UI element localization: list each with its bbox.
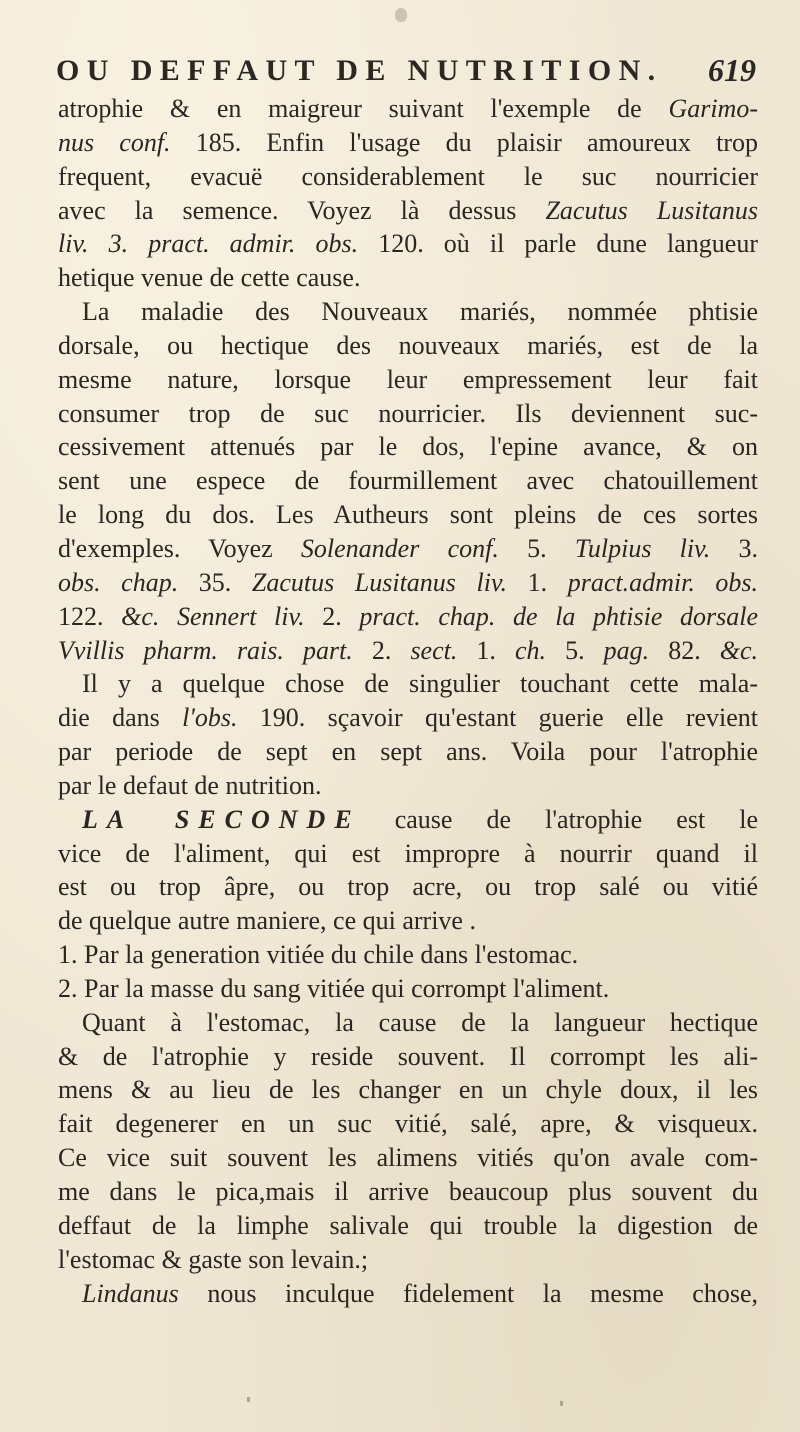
text-line <box>58 1006 758 1040</box>
text-segment: 1. <box>457 635 515 665</box>
text-segment: deffaut de la limphe salivale qui trouble la digestion de <box>58 1210 758 1240</box>
text-line <box>58 329 758 363</box>
text-line <box>58 972 758 1006</box>
text-line <box>58 1040 758 1074</box>
text-line <box>58 600 758 634</box>
italic-citation: l'obs. <box>182 703 238 733</box>
text-segment: 2. Par la masse du sang vitiée qui corrompt l'aliment. <box>58 973 610 1003</box>
text-line <box>58 498 758 532</box>
italic-citation: pag. <box>603 635 650 665</box>
text-segment: Ce vice suit souvent les alimens vitiés qu'on avale com- <box>58 1143 758 1173</box>
text-line <box>58 566 758 600</box>
text-segment: 5. <box>498 533 575 563</box>
italic-citation: &c. Sennert liv. <box>121 601 305 631</box>
italic-citation: ch. <box>514 635 547 665</box>
text-segment: La maladie des Nouveaux mariés, nommée phtisie <box>82 297 758 327</box>
text-line <box>58 1175 758 1209</box>
text-segment: de quelque autre maniere, ce qui arrive . <box>58 906 476 936</box>
text-line <box>58 870 758 904</box>
italic-citation: obs. chap. <box>58 567 179 597</box>
text-line <box>58 295 758 329</box>
text-segment: hetique venue de cette cause. <box>58 263 361 293</box>
text-line <box>58 430 758 464</box>
text-segment: die dans <box>58 703 183 733</box>
italic-citation: sect. <box>410 635 458 665</box>
text-segment: 122. <box>58 601 122 631</box>
bottom-specks <box>0 1395 800 1415</box>
text-line <box>58 735 758 769</box>
text-segment: dorsale, ou hectique des nouveaux mariés, est de la <box>58 330 758 360</box>
text-segment: frequent, evacuë considerablement le suc nourricier <box>58 161 758 191</box>
text-segment: cessivement attenués par le dos, l'epine avance, & on <box>58 432 758 462</box>
ink-speck <box>247 1397 250 1402</box>
ink-speck <box>560 1401 563 1406</box>
text-line <box>58 634 758 668</box>
text-line <box>58 904 758 938</box>
text-segment: 82. <box>649 635 720 665</box>
text-segment: atrophie & en maigreur suivant l'exemple de <box>58 94 669 123</box>
text-line <box>58 397 758 431</box>
text-line <box>58 701 758 735</box>
text-segment: vice de l'aliment, qui est impropre à nourrir quand il <box>58 838 758 868</box>
text-segment: l'estomac & gaste son levain.; <box>58 1244 369 1274</box>
text-segment: 1. <box>507 567 568 597</box>
text-line <box>58 769 758 803</box>
text-line <box>58 1141 758 1175</box>
text-line <box>58 464 758 498</box>
text-segment: me dans le pica,mais il arrive beaucoup plus souvent du <box>58 1177 758 1206</box>
italic-citation: Tulpius liv. <box>574 533 711 563</box>
italic-citation: LA SECONDE <box>82 804 361 834</box>
text-line <box>58 1277 758 1311</box>
text-line <box>58 532 758 566</box>
text-segment: consumer trop de suc nourricier. Ils deviennent suc- <box>58 398 758 428</box>
italic-citation: pract.admir. obs. <box>567 567 759 597</box>
running-head-title: OU DEFFAUT DE NUTRITION. <box>56 54 663 87</box>
text-segment: Quant à l'estomac, la cause de la langueur hectique <box>82 1007 758 1037</box>
running-head <box>56 48 756 88</box>
italic-citation: Solenander conf. <box>300 533 499 563</box>
ink-blot <box>395 8 407 22</box>
italic-citation: Vvillis pharm. rais. part. <box>58 635 353 665</box>
text-segment: & de l'atrophie y reside souvent. Il corrompt les ali- <box>58 1041 758 1071</box>
text-segment: avec la semence. Voyez là dessus <box>58 195 546 225</box>
text-segment: Il y a quelque chose de singulier touchant cette mala- <box>82 669 758 699</box>
text-segment: 5. <box>546 635 604 665</box>
text-segment: cause de l'atrophie est le <box>360 804 758 834</box>
text-segment: par periode de sept en sept ans. Voila pour l'atrophie <box>58 737 758 767</box>
body-text <box>58 92 758 1310</box>
text-line <box>58 837 758 871</box>
text-segment: 3. <box>710 533 758 563</box>
text-line <box>58 667 758 701</box>
text-segment: 1. Par la generation vitiée du chile dans l'estomac. <box>58 940 579 970</box>
text-line <box>58 126 758 160</box>
text-line <box>58 194 758 228</box>
italic-citation: nus conf. <box>58 127 171 157</box>
text-line <box>58 1107 758 1141</box>
italic-citation: liv. 3. pract. admir. obs. <box>58 229 359 259</box>
text-segment: mesme nature, lorsque leur empressement leur fait <box>58 364 758 394</box>
text-segment: 35. <box>178 567 252 597</box>
text-segment: sent une espece de fourmillement avec chatouillement <box>58 466 758 496</box>
text-segment: le long du dos. Les Autheurs sont pleins de ces sortes <box>58 500 758 530</box>
text-line <box>58 803 758 837</box>
text-segment: mens & au lieu de les changer en un chyle doux, il les <box>58 1075 758 1105</box>
italic-citation: Garimo- <box>668 94 758 123</box>
text-line <box>58 363 758 397</box>
text-line <box>58 1209 758 1243</box>
italic-citation: Lindanus <box>82 1278 179 1308</box>
italic-citation: pract. chap. de la phtisie dorsale <box>359 601 759 631</box>
text-segment: fait degenerer en un suc vitié, salé, apre, & visqueux. <box>58 1109 758 1139</box>
text-line <box>58 92 758 126</box>
text-segment: est ou trop âpre, ou trop acre, ou trop salé ou vitié <box>58 872 758 902</box>
text-line <box>58 1073 758 1107</box>
text-line <box>58 160 758 194</box>
text-segment: 120. où il parle dune langueur <box>358 229 758 259</box>
text-segment: nous inculque fidelement la mesme chose, <box>178 1278 758 1308</box>
italic-citation: Zacutus Lusitanus liv. <box>251 567 508 597</box>
text-segment: 185. Enfin l'usage du plaisir amoureux trop <box>170 127 758 157</box>
italic-citation: &c. <box>719 635 759 665</box>
text-line <box>58 227 758 261</box>
text-line <box>58 261 758 295</box>
text-segment: par le defaut de nutrition. <box>58 770 322 800</box>
text-segment: 2. <box>352 635 411 665</box>
text-segment: 2. <box>304 601 360 631</box>
page-number: 619 <box>708 52 756 88</box>
text-segment: d'exemples. Voyez <box>58 533 301 563</box>
text-segment: 190. sçavoir qu'estant guerie elle revient <box>237 703 759 733</box>
text-line <box>58 938 758 972</box>
italic-citation: Zacutus Lusitanus <box>545 195 758 225</box>
text-line <box>58 1243 758 1277</box>
